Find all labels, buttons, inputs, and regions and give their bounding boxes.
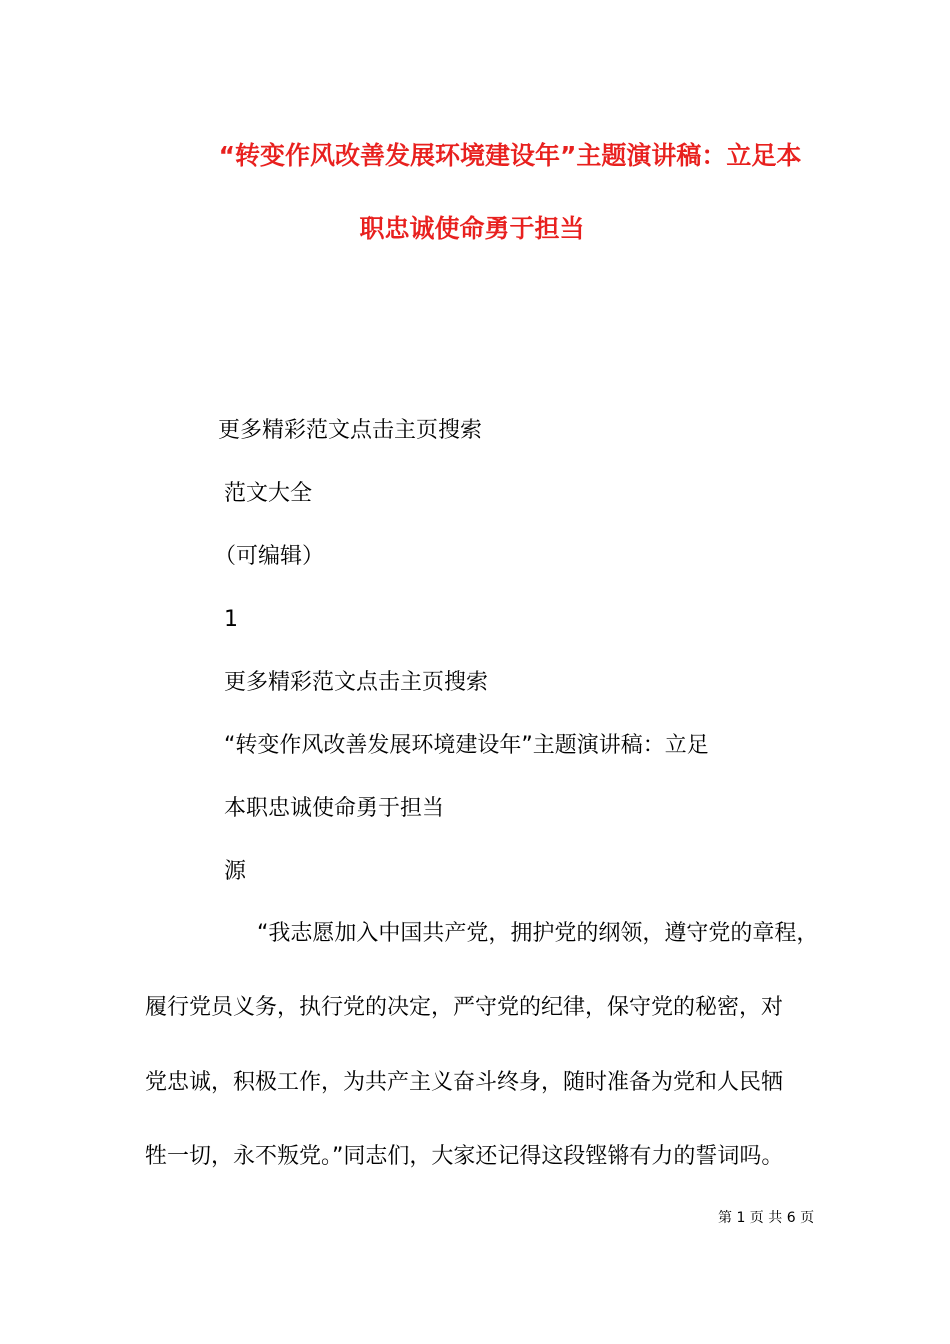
document-title-line-1: “转变作风改善发展环境建设年”主题演讲稿：立足本: [218, 141, 802, 170]
body-paragraph-line-3: 党忠诚，积极工作，为共产主义奋斗终身，随时准备为党和人民牺: [145, 1070, 784, 1095]
text-line-number: 1: [224, 607, 238, 632]
text-line-promo-2: 更多精彩范文点击主页搜索: [224, 670, 489, 695]
text-line-subtitle-2: 本职忠诚使命勇于担当: [224, 796, 445, 821]
body-paragraph-line-1: “我志愿加入中国共产党，拥护党的纲领，遵守党的章程，: [257, 921, 819, 946]
text-line-editable: （可编辑）: [214, 544, 325, 569]
text-line-subtitle-1: “转变作风改善发展环境建设年”主题演讲稿：立足: [224, 733, 709, 758]
text-line-source: 源: [224, 859, 247, 884]
text-line-promo: 更多精彩范文点击主页搜索: [218, 418, 483, 443]
text-line-collection: 范文大全: [224, 481, 313, 506]
body-paragraph-line-2: 履行党员义务，执行党的决定，严守党的纪律，保守党的秘密，对: [145, 995, 784, 1020]
page-number-footer: 第 1 页 共 6 页: [718, 1210, 815, 1226]
body-paragraph-line-4: 牲一切，永不叛党。”同志们，大家还记得这段铿锵有力的誓词吗。: [145, 1144, 784, 1169]
document-title-line-2: 职忠诚使命勇于担当: [359, 214, 585, 243]
